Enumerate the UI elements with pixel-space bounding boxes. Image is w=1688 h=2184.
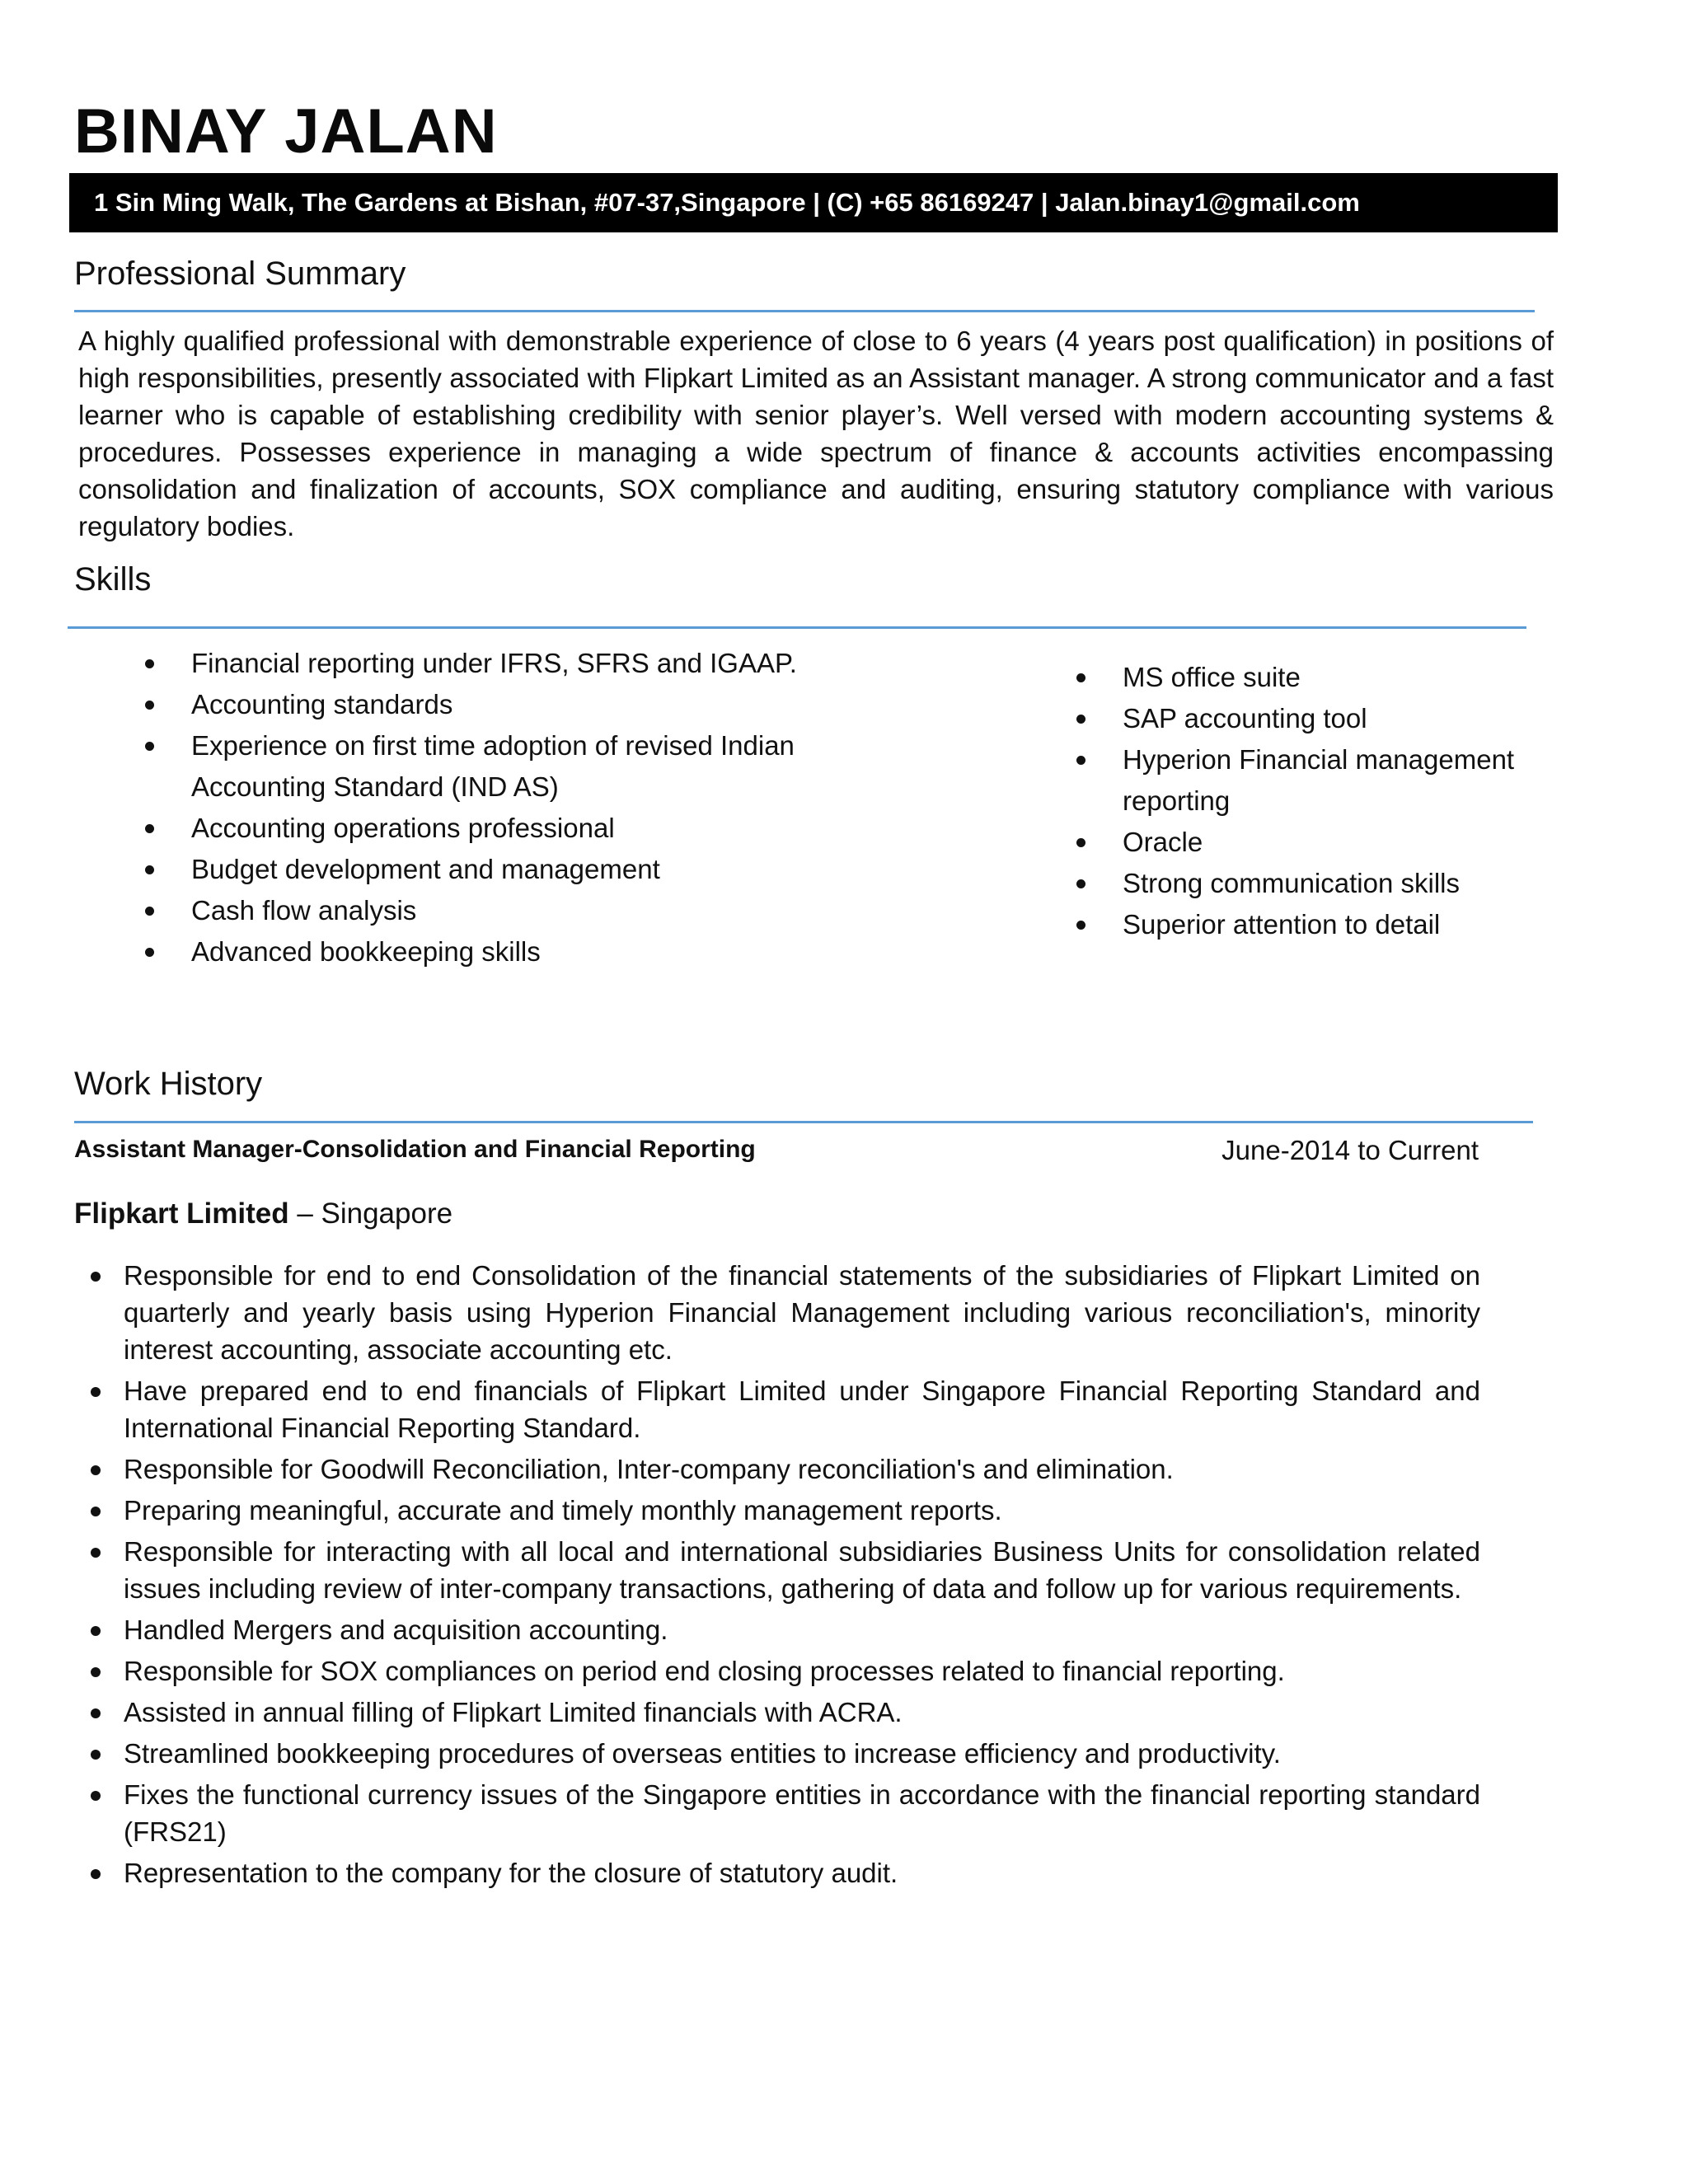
duty-item: Representation to the company for the closure of statutory audit. (124, 1854, 1480, 1891)
duty-item: Responsible for interacting with all local and international subsidiaries Business Units for consolidation related issues including review of inter-company transactions, gathering of data and follow up for various requirements. (124, 1533, 1480, 1607)
skill-item: MS office suite (1123, 657, 1584, 698)
company-line (74, 1199, 452, 1228)
bullet-icon (145, 824, 154, 833)
bullet-icon (1076, 921, 1085, 930)
bullet-icon (145, 948, 154, 957)
duty-item: Have prepared end to end financials of Flipkart Limited under Singapore Financial Reporting Standard and International Financial Reporting Standard. (124, 1372, 1480, 1446)
skills-list-left (191, 643, 801, 972)
skill-item: Strong communication skills (1123, 863, 1584, 904)
duty-item: Fixes the functional currency issues of the Singapore entities in accordance with the financial reporting standard (FRS21) (124, 1776, 1480, 1850)
bullet-icon (91, 1272, 101, 1282)
duty-item: Assisted in annual filling of Flipkart Limited financials with ACRA. (124, 1694, 1480, 1731)
duty-item: Responsible for Goodwill Reconciliation, Inter-company reconciliation's and elimination. (124, 1451, 1480, 1488)
skill-item: Oracle (1123, 822, 1584, 863)
skill-item: Accounting operations professional (191, 808, 801, 849)
job-title: Assistant Manager-Consolidation and Financial Reporting (74, 1136, 756, 1163)
job-duties-list (124, 1257, 1480, 1896)
bullet-icon (91, 1626, 101, 1636)
bullet-icon (91, 1869, 101, 1879)
skill-item: Accounting standards (191, 684, 801, 725)
bullet-icon (1076, 838, 1085, 847)
summary-heading: Professional Summary (74, 255, 406, 292)
contact-bar: 1 Sin Ming Walk, The Gardens at Bishan, #07-37,Singapore | (C) +65 86169247 | Jalan.binay1@gmail.com (69, 173, 1558, 232)
company-name: Flipkart Limited (74, 1197, 289, 1230)
duty-item: Handled Mergers and acquisition accounting. (124, 1611, 1480, 1648)
skill-item: Hyperion Financial management reporting (1123, 739, 1584, 822)
job-dates: June-2014 to Current (1221, 1135, 1479, 1165)
bullet-icon (91, 1465, 101, 1475)
skills-divider (68, 626, 1526, 629)
bullet-icon (91, 1750, 101, 1760)
skills-heading: Skills (74, 561, 152, 598)
skills-list-right (1123, 657, 1584, 945)
duty-item: Streamlined bookkeeping procedures of overseas entities to increase efficiency and productivity. (124, 1735, 1480, 1772)
bullet-icon (1076, 879, 1085, 888)
bullet-icon (91, 1548, 101, 1558)
bullet-icon (145, 659, 154, 668)
candidate-name: BINAY JALAN (74, 96, 498, 166)
duty-item: Responsible for SOX compliances on period end closing processes related to financial reporting. (124, 1652, 1480, 1690)
bullet-icon (91, 1667, 101, 1677)
skill-item: Budget development and management (191, 849, 801, 890)
skill-item: Advanced bookkeeping skills (191, 931, 801, 972)
summary-text: A highly qualified professional with demonstrable experience of close to 6 years (4 years post qualification) in positions of high responsibilities, presently associated with Flipkart Limited as an Assistant manager. A strong communicator and a fast learner who is capable of establishing credibility with senior player’s. Well versed with modern accounting systems & procedures. Possesses experience in managing a wide spectrum of finance & accounts activities encompassing consolidation and finalization of accounts, SOX compliance and auditing, ensuring statutory compliance with various regulatory bodies. (78, 326, 1554, 541)
skill-item: Cash flow analysis (191, 890, 801, 931)
bullet-icon (1076, 673, 1085, 682)
skill-item: Experience on first time adoption of revised Indian Accounting Standard (IND AS) (191, 725, 801, 808)
skill-item: Superior attention to detail (1123, 904, 1584, 945)
summary-divider (74, 310, 1535, 312)
skill-item: Financial reporting under IFRS, SFRS and IGAAP. (191, 643, 801, 684)
bullet-icon (91, 1387, 101, 1397)
duty-item: Preparing meaningful, accurate and timely monthly management reports. (124, 1492, 1480, 1529)
bullet-icon (91, 1791, 101, 1801)
bullet-icon (145, 907, 154, 916)
skill-item: SAP accounting tool (1123, 698, 1584, 739)
bullet-icon (1076, 756, 1085, 765)
company-location: – Singapore (288, 1197, 453, 1230)
work-divider (74, 1121, 1533, 1123)
bullet-icon (91, 1507, 101, 1516)
bullet-icon (145, 742, 154, 751)
bullet-icon (145, 701, 154, 710)
bullet-icon (91, 1708, 101, 1718)
bullet-icon (145, 865, 154, 874)
bullet-icon (1076, 715, 1085, 724)
work-heading: Work History (74, 1066, 263, 1102)
duty-item: Responsible for end to end Consolidation of the financial statements of the subsidiaries of Flipkart Limited on quarterly and yearly basis using Hyperion Financial Management including various reconciliation's, minority interest accounting, associate accounting etc. (124, 1257, 1480, 1368)
